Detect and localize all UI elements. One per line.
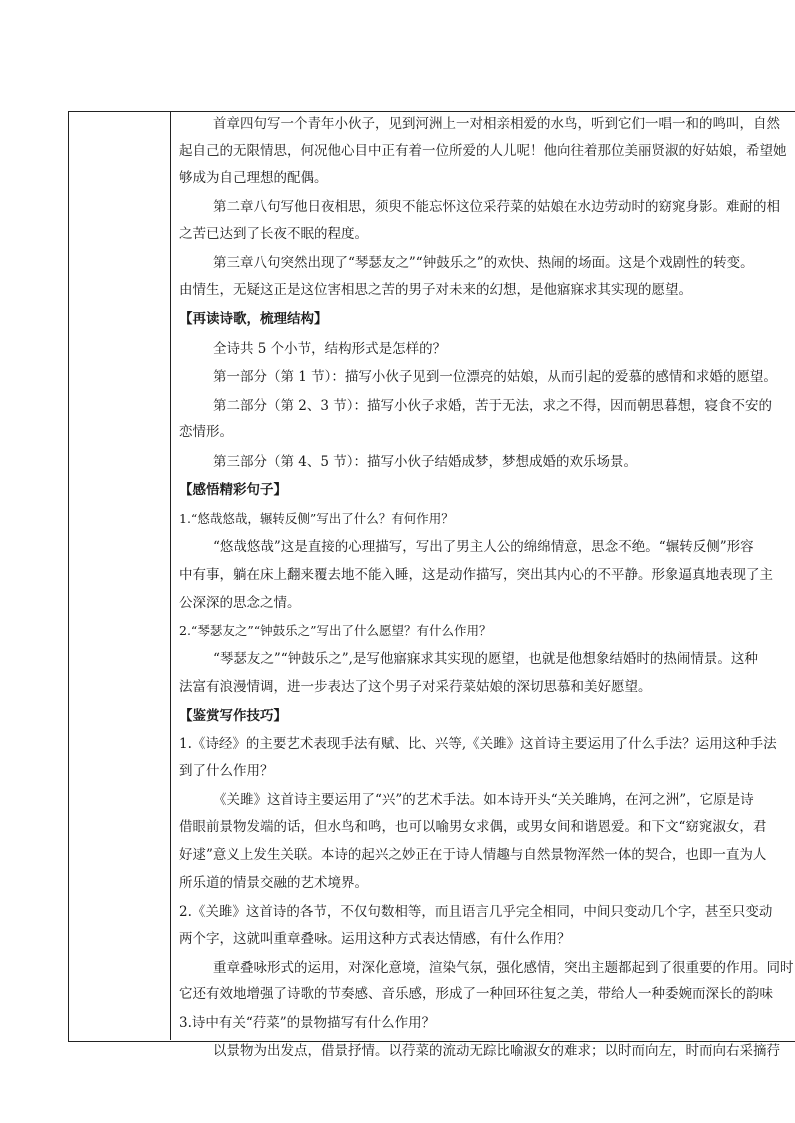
text-line: 到了什么作用？	[179, 763, 274, 779]
text-line: 重章叠咏形式的运用，对深化意境，渲染气氛，强化感情，突出主题都起到了很重要的作用。同时	[213, 960, 794, 976]
text-line: 公深深的思念之情。	[179, 595, 301, 611]
content-cell	[171, 111, 794, 1059]
text-line: 《关雎》这首诗主要运用了“兴”的艺术手法。如本诗开头“关关雎鸠，在河之洲”，它原是诗	[213, 792, 754, 808]
text-line: 所乐道的情景交融的艺术境界。	[179, 875, 368, 891]
section-heading: 【鉴赏写作技巧】	[179, 708, 287, 724]
text-line: 够成为自己理想的配偶。	[179, 170, 328, 186]
text-line: 2.《关雎》这首诗的各节，不仅句数相等，而且语言几乎完全相同，中间只变动几个字，甚至只变动	[179, 904, 773, 920]
text-line: 3.诗中有关“荇菜”的景物描写有什么作用？	[179, 1015, 436, 1031]
text-line: 两个字，这就叫重章叠咏。运用这种方式表达情感，有什么作用？	[179, 931, 571, 947]
text-line: “琴瑟友之”“钟鼓乐之”,是写他寤寐求其实现的愿望，也就是他想象结婚时的热闹情景。这种	[213, 651, 758, 667]
text-line: “悠哉悠哉”这是直接的心理描写，写出了男主人公的绵绵情意，思念不绝。“辗转反侧”形容	[213, 539, 754, 555]
text-line: 借眼前景物发端的话，但水鸟和鸣，也可以喻男女求偶，或男女间和谐恩爱。和下文“窈窕淑女，君	[179, 819, 767, 835]
text-line: 第二部分（第 2、3 节）：描写小伙子求婚，苦于无法，求之不得，因而朝思暮想，寝食不安的	[213, 398, 773, 414]
text-line: 第一部分（第 1 节）：描写小伙子见到一位漂亮的姑娘，从而引起的爱慕的感情和求婚的愿望。	[213, 369, 777, 385]
text-line: 它还有效地增强了诗歌的节奏感、音乐感，形成了一种回环往复之美，带给人一种委婉而深长的韵味	[179, 986, 773, 1002]
question-line: 1.“悠哉悠哉，辗转反侧”写出了什么？有何作用？	[179, 511, 454, 526]
text-line: 由情生，无疑这正是这位害相思之苦的男子对未来的幻想，是他寤寐求其实现的愿望。	[179, 282, 692, 298]
text-line: 第二章八句写他日夜相思，须臾不能忘怀这位采荇菜的姑娘在水边劳动时的窈窕身影。难耐的相	[213, 199, 780, 215]
text-line: 起自己的无限情思，何况他心目中正有着一位所爱的人儿呢！他向往着那位美丽贤淑的好姑娘，希望她	[179, 143, 787, 159]
text-line: 法富有浪漫情调，进一步表达了这个男子对采荇菜姑娘的深切思慕和美好愿望。	[179, 679, 652, 695]
text-line: 之苦已达到了长夜不眠的程度。	[179, 226, 368, 242]
text-line: 1.《诗经》的主要艺术表现手法有赋、比、兴等,《关雎》这首诗主要运用了什么手法？运用这种手法	[179, 736, 777, 752]
text-line: 中有事，躺在床上翻来覆去地不能入睡，这是动作描写，突出其内心的不平静。形象逼真地表现了主	[179, 567, 773, 583]
section-heading: 【再读诗歌，梳理结构】	[179, 311, 328, 327]
text-line: 以景物为出发点，借景抒情。以荇菜的流动无踪比喻淑女的难求；以时而向左，时而向右采摘荇	[213, 1043, 780, 1059]
text-line: 首章四句写一个青年小伙子，见到河洲上一对相亲相爱的水鸟，听到它们一唱一和的鸣叫，自然	[213, 116, 780, 132]
section-heading: 【感悟精彩句子】	[179, 482, 287, 498]
text-line: 第三部分（第 4、5 节）：描写小伙子结婚成梦，梦想成婚的欢乐场景。	[213, 454, 638, 470]
text-line: 恋情形。	[179, 424, 233, 440]
text-line: 全诗共 5 个小节，结构形式是怎样的？	[213, 341, 447, 357]
question-line: 2.“琴瑟友之”“钟鼓乐之”写出了什么愿望？有什么作用？	[179, 623, 492, 638]
text-line: 好逑”意义上发生关联。本诗的起兴之妙正在于诗人情趣与自然景物浑然一体的契合，也即一直为人	[179, 847, 767, 863]
text-line: 第三章八句突然出现了“琴瑟友之”“钟鼓乐之”的欢快、热闹的场面。这是个戏剧性的转变。	[213, 255, 754, 271]
